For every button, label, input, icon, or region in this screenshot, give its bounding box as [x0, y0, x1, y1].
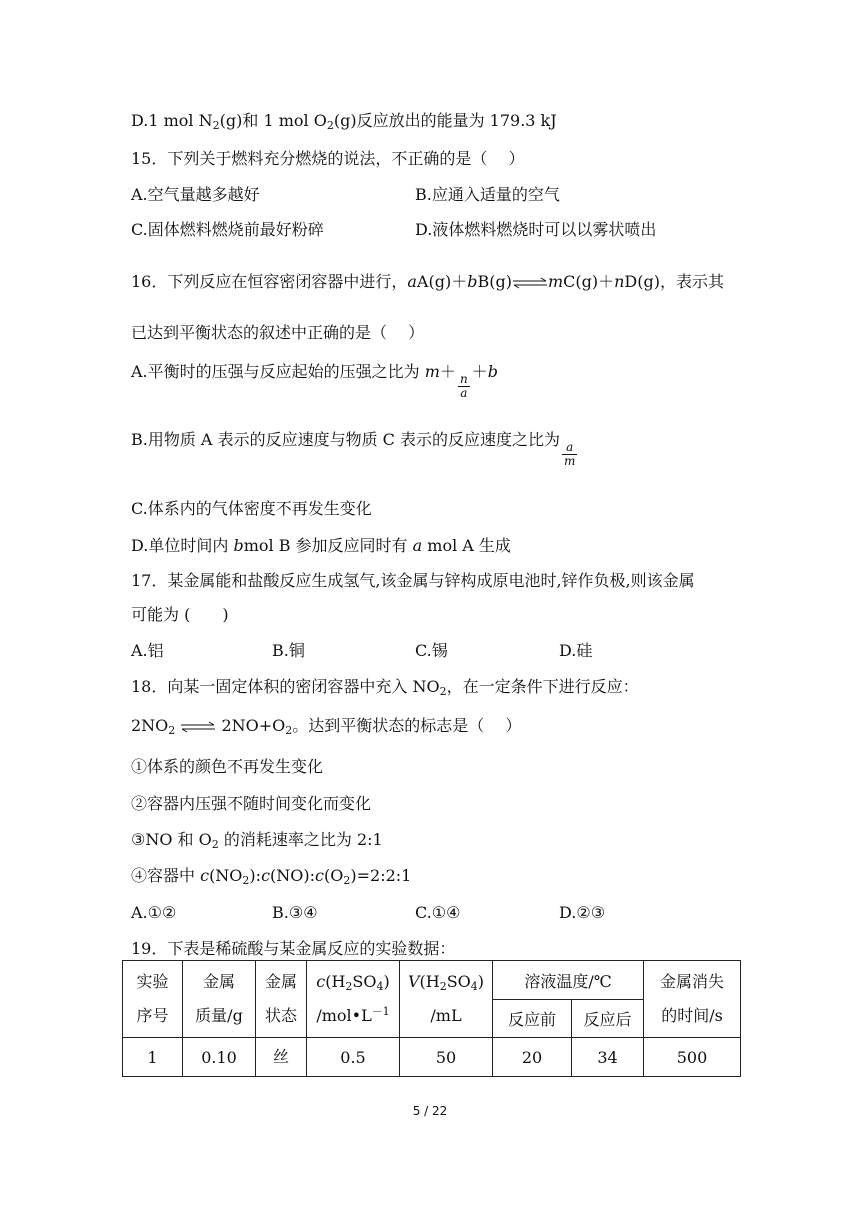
header-concentration: $c(H_2SO_4)$ $/mol•L^{-1}$	[307, 961, 400, 1038]
cell: 34	[572, 1038, 644, 1077]
q17-option-b: B.铜	[272, 641, 305, 660]
q18-item-2: ②容器内压强不随时间变化而变化	[131, 794, 372, 813]
q18-item-4: ④容器中 $c(NO_2):c(NO):c(O_2)=2:2:1$	[131, 866, 412, 887]
q18-option-d: D.②③	[559, 903, 606, 922]
equilibrium-arrow-icon	[512, 277, 548, 289]
cell: 1	[123, 1038, 183, 1077]
q16-option-a: A.平衡时的压强与反应起始的压强之比为 m＋ $\frac{n}{a}$ ＋b	[131, 362, 498, 400]
header-after: 反应后	[572, 1000, 644, 1038]
q18-item-3: ③NO 和 $O_2$ 的消耗速率之比为 2:1	[131, 830, 383, 851]
header-metal-mass: 金属 质量/g	[183, 961, 256, 1038]
q17-option-c: C.锡	[415, 641, 448, 660]
q17-option-d: D.硅	[559, 641, 593, 660]
cell: 500	[644, 1038, 741, 1077]
question-19: 19．下表是稀硫酸与某金属反应的实验数据：	[131, 939, 456, 958]
q16-option-b: B.用物质 A 表示的反应速度与物质 C 表示的反应速度之比为 $\frac{a}{m}$	[131, 430, 576, 468]
q16-option-c: C.体系内的气体密度不再发生变化	[131, 499, 372, 518]
question-17: 17．某金属能和盐酸反应生成氢气,该金属与锌构成原电池时,锌作负极,则该金属	[131, 571, 695, 590]
page-number: 5 / 22	[412, 1104, 448, 1118]
q17-option-a: A.铝	[131, 641, 164, 660]
option-d-q14: D.1 mol $N_2(g)$和 1 mol $O_2(g)$反应放出的能量为 179.3 kJ	[131, 111, 557, 132]
q18-option-a: A.①②	[131, 903, 177, 922]
question-18-reaction: $2NO_2$ $2NO+O_2$。达到平衡状态的标志是（ ）	[131, 716, 522, 737]
header-metal-state: 金属 状态	[256, 961, 307, 1038]
cell: 0.10	[183, 1038, 256, 1077]
header-disappear-time: 金属消失 的时间/s	[644, 961, 741, 1038]
cell: 50	[400, 1038, 493, 1077]
q15-option-a: A.空气量越多越好	[131, 185, 260, 204]
q16-option-d: D.单位时间内 bmol B 参加反应同时有 a mol A 生成	[131, 536, 511, 555]
cell: 20	[493, 1038, 572, 1077]
q18-item-1: ①体系的颜色不再发生变化	[131, 757, 324, 776]
q15-option-d: D.液体燃料燃烧时可以以雾状喷出	[415, 220, 657, 239]
question-18: 18．向某一固定体积的密闭容器中充入 $NO_2$，在一定条件下进行反应：	[131, 677, 639, 698]
table-row	[123, 1038, 741, 1077]
question-16-cont: 已达到平衡状态的叙述中正确的是（ ）	[131, 323, 425, 342]
experiment-data-table	[122, 960, 741, 1077]
question-16: 16．下列反应在恒容密闭容器中进行，aA(g)＋bB(g) mC(g)＋nD(g)，表示其	[131, 272, 724, 291]
q15-option-b: B.应通入适量的空气	[415, 185, 560, 204]
question-17-cont: 可能为 ( )	[131, 605, 229, 624]
cell: 丝	[256, 1038, 307, 1077]
header-volume: $V(H_2SO_4)$ /mL	[400, 961, 493, 1038]
q18-option-c: C.①④	[415, 903, 461, 922]
question-15: 15．下列关于燃料充分燃烧的说法，不正确的是（ ）	[131, 149, 525, 168]
header-temperature: 溶液温度/℃	[493, 961, 644, 1000]
header-before: 反应前	[493, 1000, 572, 1038]
cell: 0.5	[307, 1038, 400, 1077]
equilibrium-arrow-icon	[180, 721, 216, 733]
header-exp-no: 实验 序号	[123, 961, 183, 1038]
q15-option-c: C.固体燃料燃烧前最好粉碎	[131, 220, 324, 239]
q18-option-b: B.③④	[272, 903, 318, 922]
